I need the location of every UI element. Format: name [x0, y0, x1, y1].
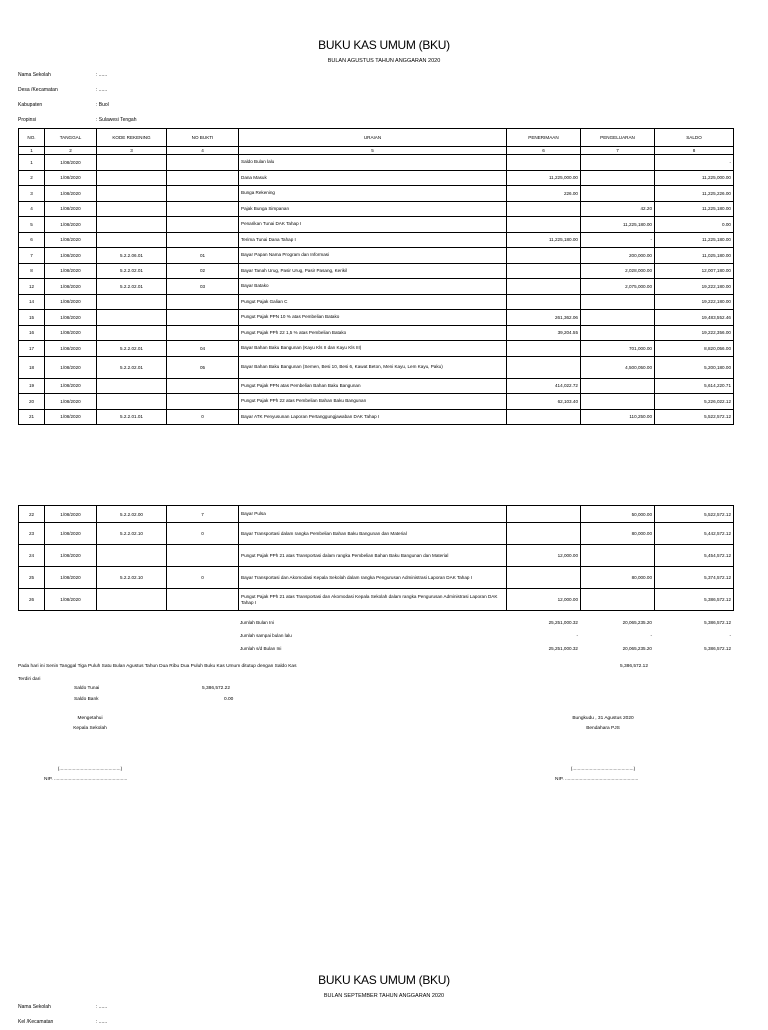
cell-no-bukti — [167, 155, 239, 171]
cell-no-bukti — [167, 589, 239, 611]
page3-subtitle: BULAN SEPTEMBER TAHUN ANGGARAN 2020 — [323, 993, 445, 999]
cell-no: 25 — [19, 567, 45, 589]
cell-tanggal: 1/08/2020 — [45, 248, 97, 264]
cell-no: 1 — [19, 155, 45, 171]
cell-uraian: Dana Masuk — [239, 170, 507, 186]
cell-kode-rekening — [97, 545, 167, 567]
cell-pengeluaran — [581, 589, 655, 611]
cell-penerimaan: 414,022.72 — [507, 378, 581, 394]
empty-cell — [18, 629, 44, 642]
closing-amount: 5,386,572.12 — [620, 664, 649, 669]
cell-uraian: Penarikan Tunai DAK Tahap I — [239, 217, 507, 233]
col-number: 3 — [97, 147, 167, 155]
cell-no: 3 — [19, 186, 45, 202]
empty-cell — [96, 629, 166, 642]
cell-penerimaan — [507, 201, 581, 217]
cell-no-bukti: 0 — [167, 567, 239, 589]
info-value: : ...... — [96, 72, 108, 78]
cell-no: 21 — [19, 409, 45, 425]
cell-tanggal: 1/08/2020 — [45, 394, 97, 410]
cell-penerimaan — [507, 523, 581, 545]
cell-saldo: 5,454,572.12 — [655, 545, 734, 567]
cell-pengeluaran — [581, 294, 655, 310]
cell-penerimaan — [507, 567, 581, 589]
info-row — [18, 1000, 107, 1015]
table-row — [19, 567, 734, 589]
cell-tanggal: 1/08/2020 — [45, 409, 97, 425]
table-row — [19, 341, 734, 357]
totals-saldo: - — [729, 633, 731, 638]
cell-pengeluaran: - — [581, 232, 655, 248]
page3-title: BUKU KAS UMUM (BKU) — [318, 973, 450, 987]
info-label: Desa /Kecamatan — [18, 87, 58, 93]
cell-uraian: Bayar Bahan Baku Bangunan (Semen, Besi 10, Besi 6, Kawat Beton, Meni Kayu, Lem Kayu, Paku) — [239, 356, 507, 378]
cell-saldo: 19,483,552.46 — [655, 310, 734, 326]
cell-saldo: 5,200,180.00 — [655, 356, 734, 378]
cell-no-bukti: 01 — [167, 248, 239, 264]
cell-pengeluaran — [581, 545, 655, 567]
cell-pengeluaran — [581, 170, 655, 186]
totals-row — [18, 616, 733, 629]
cell-penerimaan — [507, 356, 581, 378]
cell-saldo: 5,522,572.12 — [655, 409, 734, 425]
cell-penerimaan: 39,204.55 — [507, 325, 581, 341]
info-row — [18, 68, 137, 83]
cell-no: 14 — [19, 294, 45, 310]
cell-no-bukti — [167, 294, 239, 310]
cell-kode-rekening — [97, 186, 167, 202]
left-signature-line2: Kepala Sekolah — [73, 726, 107, 731]
cell-no-bukti — [167, 310, 239, 326]
col-header-saldo: SALDO — [655, 129, 734, 147]
col-header-uraian: URAIAN — [239, 129, 507, 147]
cell-saldo: 19,222,356.00 — [655, 325, 734, 341]
cell-no-bukti: 0 — [167, 523, 239, 545]
cell-saldo: 5,442,572.12 — [655, 523, 734, 545]
cell-uraian: Pungut Pajak PPN 10 % atas Pembelian Batako — [239, 310, 507, 326]
cell-saldo: 5,614,220.71 — [655, 378, 734, 394]
cell-uraian: Pungut Pajak PPh 22 1,5 % atas Pembelian Batako — [239, 325, 507, 341]
cell-saldo: 5,226,022.12 — [655, 394, 734, 410]
cell-pengeluaran: 110,250.00 — [581, 409, 655, 425]
cell-saldo: 5,374,572.12 — [655, 567, 734, 589]
cell-penerimaan: 261,362.06 — [507, 310, 581, 326]
cell-uraian: Bayar Bahan Baku Bangunan (Kayu Kls II dan Kayu Kls III) — [239, 341, 507, 357]
cell-no-bukti — [167, 186, 239, 202]
empty-cell — [166, 616, 238, 629]
col-header-no: NO. — [19, 129, 45, 147]
cell-tanggal: 1/08/2020 — [45, 378, 97, 394]
totals-penerimaan: 25,251,000.32 — [548, 646, 578, 651]
info-value: : ...... — [96, 87, 108, 93]
cell-pengeluaran: 80,000.00 — [581, 567, 655, 589]
closing-text: Pada hari ini Senin Tanggal Tiga Puluh Satu Bulan Agustus Tahun Dua Ribu Dua Puluh Buku Kas Umum ditutup dengan Saldo Kas — [18, 664, 297, 669]
empty-cell — [96, 616, 166, 629]
cell-pengeluaran: 50,000.00 — [581, 506, 655, 523]
cell-kode-rekening — [97, 170, 167, 186]
totals-penerimaan: 25,251,000.32 — [548, 620, 578, 625]
cell-tanggal: 1/08/2020 — [45, 523, 97, 545]
right-signature-role: Bendahara PJS — [586, 726, 620, 731]
table-row — [19, 232, 734, 248]
table-row — [19, 170, 734, 186]
totals-label: Jumlah s/d Bulan Ini — [240, 646, 282, 651]
table-row — [19, 394, 734, 410]
cell-no: 23 — [19, 523, 45, 545]
cell-pengeluaran — [581, 310, 655, 326]
cell-penerimaan: 11,225,180.00 — [507, 232, 581, 248]
table-body — [19, 155, 734, 425]
col-number: 4 — [167, 147, 239, 155]
cell-uraian: Bayar Tanah Urug, Pasir Urug, Pasir Pasang, Kerikil — [239, 263, 507, 279]
cell-no-bukti: 0 — [167, 409, 239, 425]
table-header-row — [19, 129, 734, 147]
table-row — [19, 263, 734, 279]
left-signature-name: (..............................................) — [57, 767, 123, 772]
cell-no: 18 — [19, 356, 45, 378]
cell-no-bukti — [167, 378, 239, 394]
terdiri-label: Terdiri dari — [18, 677, 41, 682]
col-header-pengeluaran: PENGELUARAN — [581, 129, 655, 147]
totals-table — [18, 616, 733, 655]
cell-saldo: 11,225,180.00 — [655, 201, 734, 217]
cell-penerimaan — [507, 409, 581, 425]
cell-tanggal: 1/08/2020 — [45, 232, 97, 248]
cell-tanggal: 1/08/2020 — [45, 506, 97, 523]
cell-kode-rekening — [97, 394, 167, 410]
cell-no: 6 — [19, 232, 45, 248]
info-row — [18, 113, 137, 128]
cell-penerimaan — [507, 263, 581, 279]
cell-uraian: Bayar Transportasi dan Akomodasi Kepala Sekolah dalam rangka Pengurusan Administrasi Laporan DAK Tahap I — [239, 567, 507, 589]
cell-tanggal: 1/08/2020 — [45, 545, 97, 567]
empty-cell — [18, 616, 44, 629]
cell-uraian: Terima Tunai Dana Tahap I — [239, 232, 507, 248]
cell-saldo: 5,522,572.12 — [655, 506, 734, 523]
cell-no-bukti — [167, 394, 239, 410]
info-row — [18, 98, 137, 113]
page-title: BUKU KAS UMUM (BKU) — [318, 38, 450, 52]
cell-penerimaan — [507, 279, 581, 295]
info-label: Propinsi — [18, 117, 37, 123]
table-row — [19, 201, 734, 217]
cell-pengeluaran: 701,000.00 — [581, 341, 655, 357]
cell-penerimaan: 226.00 — [507, 186, 581, 202]
cell-no: 2 — [19, 170, 45, 186]
cell-tanggal: 1/08/2020 — [45, 263, 97, 279]
cell-uraian: Pungut Pajak PPh 22 atas Pembelian Bahan Baku Bangunan — [239, 394, 507, 410]
empty-cell — [18, 642, 44, 655]
table-row — [19, 523, 734, 545]
right-signature-nip: NIP. ....................................................... — [555, 777, 639, 782]
totals-row — [18, 642, 733, 655]
cell-pengeluaran: 80,000.00 — [581, 523, 655, 545]
cell-saldo: 12,007,180.00 — [655, 263, 734, 279]
cell-no: 8 — [19, 263, 45, 279]
cell-uraian: Bunga Rekening — [239, 186, 507, 202]
table-row — [19, 589, 734, 611]
cell-pengeluaran — [581, 155, 655, 171]
table-row — [19, 378, 734, 394]
cell-uraian: Pungut Pajak PPh 21 atas Transportasi dalam rangka Pembelian Bahan Baku Bangunan dan Material — [239, 545, 507, 567]
info-value: : ...... — [96, 1019, 108, 1025]
bku-table-page1 — [18, 128, 734, 425]
cell-kode-rekening — [97, 155, 167, 171]
cell-no: 4 — [19, 201, 45, 217]
cell-kode-rekening — [97, 310, 167, 326]
cell-kode-rekening: 5.2.2.02.10 — [97, 523, 167, 545]
left-signature-line1: Mengetahui — [77, 716, 103, 721]
cell-penerimaan — [507, 217, 581, 233]
cell-kode-rekening: 5.2.2.06.01 — [97, 248, 167, 264]
page3-school-info — [18, 1000, 107, 1030]
right-signature-place-date: Bungkudu , 31 Agustus 2020 — [572, 716, 634, 721]
cell-no: 22 — [19, 506, 45, 523]
table-row — [19, 409, 734, 425]
cell-uraian: Bayar Transportasi dalam rangka Pembelian Bahan Baku Bangunan dan Material — [239, 523, 507, 545]
totals-saldo: 5,386,572.12 — [704, 646, 731, 651]
cell-penerimaan: 12,000.00 — [507, 589, 581, 611]
table-row — [19, 356, 734, 378]
cell-no-bukti: 05 — [167, 356, 239, 378]
cell-no: 12 — [19, 279, 45, 295]
cell-tanggal: 1/08/2020 — [45, 356, 97, 378]
cell-no-bukti — [167, 325, 239, 341]
cell-kode-rekening: 5.2.2.02.01 — [97, 263, 167, 279]
cell-kode-rekening — [97, 378, 167, 394]
cell-kode-rekening — [97, 232, 167, 248]
cell-penerimaan — [507, 341, 581, 357]
cell-tanggal: 1/08/2020 — [45, 201, 97, 217]
col-header-bukti: NO BUKTI — [167, 129, 239, 147]
table-body — [19, 506, 734, 611]
cell-tanggal: 1/08/2020 — [45, 325, 97, 341]
cell-no: 17 — [19, 341, 45, 357]
col-header-penerimaan: PENERIMAAN — [507, 129, 581, 147]
cell-penerimaan: 12,000.00 — [507, 545, 581, 567]
cell-tanggal: 1/08/2020 — [45, 294, 97, 310]
cell-saldo: 5,386,572.12 — [655, 589, 734, 611]
cell-no: 16 — [19, 325, 45, 341]
cell-saldo: 8,820,056.00 — [655, 341, 734, 357]
info-value: : Buol — [96, 102, 109, 108]
cell-tanggal: 1/08/2020 — [45, 186, 97, 202]
page-subtitle: BULAN AGUSTUS TAHUN ANGGARAN 2020 — [327, 58, 441, 64]
totals-label: Jumlah sampai bulan lalu — [240, 633, 292, 638]
empty-cell — [166, 629, 238, 642]
cell-kode-rekening — [97, 589, 167, 611]
cell-kode-rekening: 5.2.2.01.01 — [97, 409, 167, 425]
info-label: Kel /Kecamatan — [18, 1019, 54, 1025]
saldo-tunai-value: 5,386,572.22 — [202, 686, 231, 691]
table-row — [19, 310, 734, 326]
cell-no: 20 — [19, 394, 45, 410]
cell-uraian: Bayar Papan Nama Program dan Informasi — [239, 248, 507, 264]
cell-no: 15 — [19, 310, 45, 326]
cell-tanggal: 1/08/2020 — [45, 310, 97, 326]
bku-table-page2 — [18, 505, 734, 611]
cell-pengeluaran: 2,028,000.00 — [581, 263, 655, 279]
cell-penerimaan: 11,225,000.00 — [507, 170, 581, 186]
cell-pengeluaran: 11,225,180.00 — [581, 217, 655, 233]
table-row — [19, 186, 734, 202]
cell-pengeluaran: 2,075,000.00 — [581, 279, 655, 295]
col-number-row — [19, 147, 734, 155]
col-header-tanggal: TANGGAL — [45, 129, 97, 147]
cell-pengeluaran: 200,000.00 — [581, 248, 655, 264]
totals-label: Jumlah Bulan Ini — [240, 620, 274, 625]
cell-tanggal: 1/08/2020 — [45, 567, 97, 589]
cell-tanggal: 1/08/2020 — [45, 155, 97, 171]
cell-kode-rekening — [97, 325, 167, 341]
cell-uraian: Pajak Bunga Simpanan — [239, 201, 507, 217]
cell-no-bukti — [167, 217, 239, 233]
cell-no: 24 — [19, 545, 45, 567]
cell-saldo: 19,222,180.00 — [655, 279, 734, 295]
table-row — [19, 325, 734, 341]
empty-cell — [44, 616, 96, 629]
left-signature-nip: NIP. ....................................................... — [44, 777, 128, 782]
cell-pengeluaran: 4,500,050.00 — [581, 356, 655, 378]
info-row — [18, 83, 137, 98]
info-label: Nama Sekolah — [18, 1004, 51, 1010]
table-row — [19, 217, 734, 233]
col-header-kode: KODE REKENING — [97, 129, 167, 147]
cell-no: 5 — [19, 217, 45, 233]
empty-cell — [44, 642, 96, 655]
cell-pengeluaran — [581, 186, 655, 202]
cell-pengeluaran: 42.20 — [581, 201, 655, 217]
cell-kode-rekening: 5.2.2.02.10 — [97, 567, 167, 589]
cell-no-bukti — [167, 545, 239, 567]
col-number: 1 — [19, 147, 45, 155]
cell-uraian: Bayar ATK Penyusunan Laporan Pertanggungjawaban DAK Tahap I — [239, 409, 507, 425]
totals-row — [18, 629, 733, 642]
totals-saldo: 5,386,572.12 — [704, 620, 731, 625]
cell-no-bukti: 03 — [167, 279, 239, 295]
cell-no-bukti: 7 — [167, 506, 239, 523]
col-number: 2 — [45, 147, 97, 155]
cell-no-bukti: 02 — [167, 263, 239, 279]
cell-no: 26 — [19, 589, 45, 611]
info-label: Nama Sekolah — [18, 72, 51, 78]
cell-tanggal: 1/08/2020 — [45, 170, 97, 186]
totals-pengeluaran: 20,065,235.20 — [622, 646, 652, 651]
cell-tanggal: 1/08/2020 — [45, 279, 97, 295]
cell-penerimaan — [507, 294, 581, 310]
cell-pengeluaran — [581, 394, 655, 410]
cell-kode-rekening: 5.2.2.02.00 — [97, 506, 167, 523]
totals-pengeluaran: - — [650, 633, 652, 638]
cell-no-bukti — [167, 170, 239, 186]
saldo-bank-label: Saldo Bank — [74, 697, 99, 702]
cell-saldo: 11,225,180.00 — [655, 232, 734, 248]
table-row — [19, 248, 734, 264]
cell-no-bukti — [167, 201, 239, 217]
cell-pengeluaran — [581, 325, 655, 341]
cell-tanggal: 1/08/2020 — [45, 341, 97, 357]
cell-no-bukti — [167, 232, 239, 248]
info-value: : Sulawesi Tengah — [96, 117, 137, 123]
empty-cell — [96, 642, 166, 655]
table-row — [19, 545, 734, 567]
empty-cell — [44, 629, 96, 642]
totals-pengeluaran: 20,065,235.20 — [622, 620, 652, 625]
cell-no: 7 — [19, 248, 45, 264]
col-number: 8 — [655, 147, 734, 155]
cell-tanggal: 1/08/2020 — [45, 589, 97, 611]
info-row — [18, 1015, 107, 1030]
saldo-tunai-label: Saldo Tunai — [74, 686, 100, 691]
cell-uraian: Pungut Pajak Galian C — [239, 294, 507, 310]
cell-saldo: 19,222,180.00 — [655, 294, 734, 310]
table-row — [19, 279, 734, 295]
cell-no: 19 — [19, 378, 45, 394]
cell-penerimaan — [507, 248, 581, 264]
totals-body — [18, 616, 733, 655]
totals-penerimaan: - — [576, 633, 578, 638]
cell-saldo: 0.00 — [655, 217, 734, 233]
cell-kode-rekening: 5.2.2.02.01 — [97, 279, 167, 295]
cell-penerimaan — [507, 506, 581, 523]
table-row — [19, 294, 734, 310]
cell-tanggal: 1/08/2020 — [45, 217, 97, 233]
info-value: : ...... — [96, 1004, 108, 1010]
cell-kode-rekening — [97, 201, 167, 217]
cell-kode-rekening: 5.2.2.02.01 — [97, 356, 167, 378]
right-signature-name: (..............................................) — [570, 767, 636, 772]
cell-penerimaan: 62,103.40 — [507, 394, 581, 410]
cell-no-bukti: 04 — [167, 341, 239, 357]
cell-penerimaan — [507, 155, 581, 171]
col-number: 6 — [507, 147, 581, 155]
cell-uraian: Bayar Pulsa — [239, 506, 507, 523]
col-number: 5 — [239, 147, 507, 155]
cell-kode-rekening — [97, 217, 167, 233]
cell-uraian: Pungut Pajak PPN atas Pembelian Bahan Baku Bangunan — [239, 378, 507, 394]
cell-uraian: Pungut Pajak PPh 21 atas Transportasi dan Akomodasi Kepala Sekolah dalam rangka Pengurusan Administrasi Laporan DAK Tahap I — [239, 589, 507, 611]
cell-kode-rekening — [97, 294, 167, 310]
school-info — [18, 68, 137, 128]
info-label: Kabupaten — [18, 102, 43, 108]
cell-pengeluaran — [581, 378, 655, 394]
cell-kode-rekening: 5.2.2.02.01 — [97, 341, 167, 357]
table-row — [19, 506, 734, 523]
table-row — [19, 155, 734, 171]
cell-saldo: 11,025,180.00 — [655, 248, 734, 264]
col-number: 7 — [581, 147, 655, 155]
cell-saldo: 11,225,226.00 — [655, 186, 734, 202]
cell-saldo: - — [655, 155, 734, 171]
saldo-bank-value: 0.00 — [224, 697, 234, 702]
empty-cell — [166, 642, 238, 655]
cell-uraian: Saldo Bulan lalu — [239, 155, 507, 171]
cell-uraian: Bayar Batako — [239, 279, 507, 295]
cell-saldo: 11,225,000.00 — [655, 170, 734, 186]
